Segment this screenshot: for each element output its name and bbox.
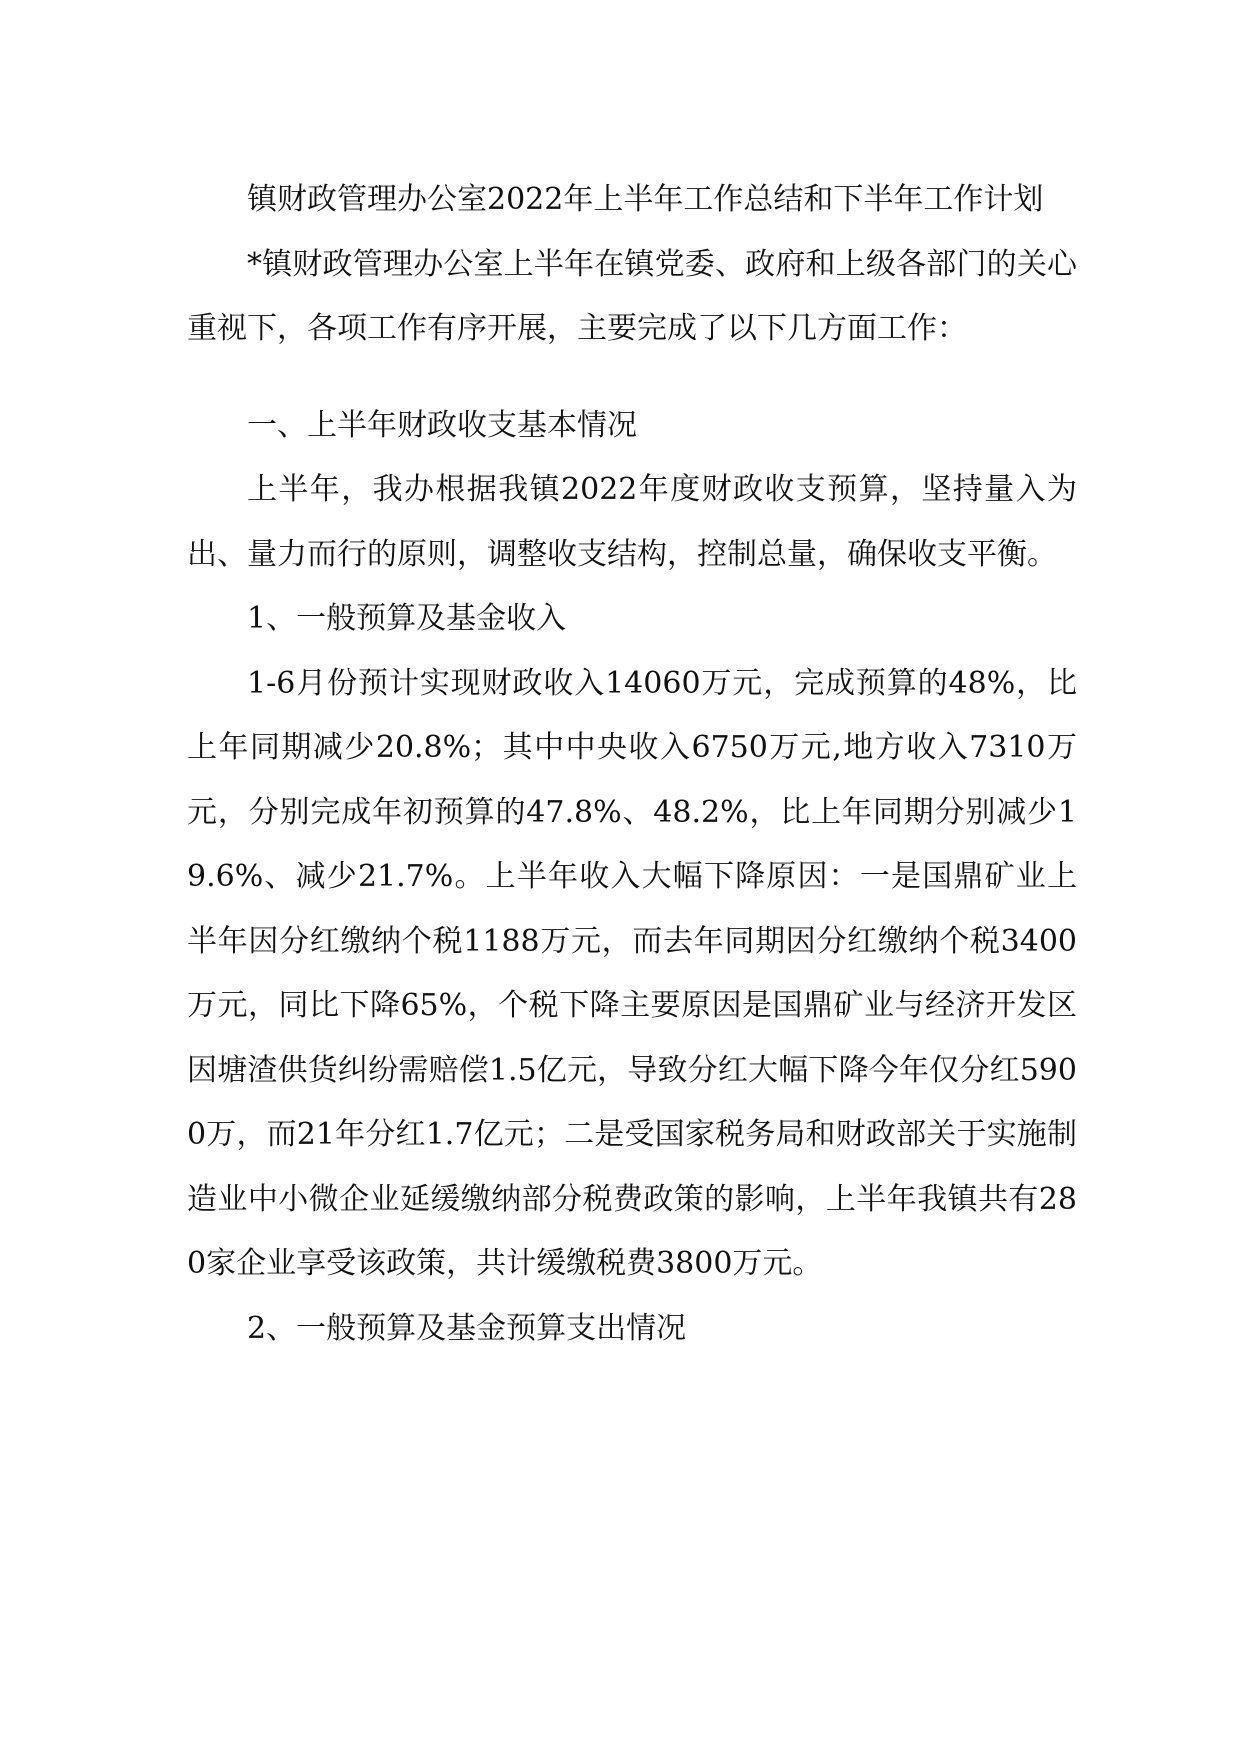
subsection-heading-2: 2、一般预算及基金预算支出情况 <box>247 1310 687 1346</box>
document-page <box>187 168 1077 1361</box>
subsection-heading-1: 1、一般预算及基金收入 <box>247 601 567 636</box>
document-title: 镇财政管理办公室2022年上半年工作总结和下半年工作计划 <box>247 182 1044 217</box>
intro-paragraph: *镇财政管理办公室上半年在镇党委、政府和上级各部门的关心重视下，各项工作有序开展，主要完成了以下几方面工作： <box>187 246 1077 346</box>
paragraph-spacer <box>187 362 1077 394</box>
section-paragraph-1: 上半年，我办根据我镇2022年度财政收支预算，坚持量入为出、量力而行的原则，调整收支结构，控制总量，确保收支平衡。 <box>187 472 1077 572</box>
subsection-paragraph-1: 1-6月份预计实现财政收入14060万元，完成预算的48%，比上年同期减少20.8%；其中中央收入6750万元,地方收入7310万元，分别完成年初预算的47.8%、48.2%，比上年同期分别减少19.6%、减少21.7%。上半年收入大幅下降原因：一是国鼎矿业上半年因分红缴纳个税1188万元，而去年同期因分红缴纳个税3400万元，同比下降65%，个税下降主要原因是国鼎矿业与经济开发区因塘渣供货纠纷需赔偿1.5亿元，导致分红大幅下降今年仅分红5900万，而21年分红1.7亿元；二是受国家税务局和财政部关于实施制造业中小微企业延缓缴纳部分税费政策的影响，上半年我镇共有280家企业享受该政策，共计缓缴税费3800万元。 <box>187 665 1077 1281</box>
section-heading-1: 一、上半年财政收支基本情况 <box>247 407 637 443</box>
